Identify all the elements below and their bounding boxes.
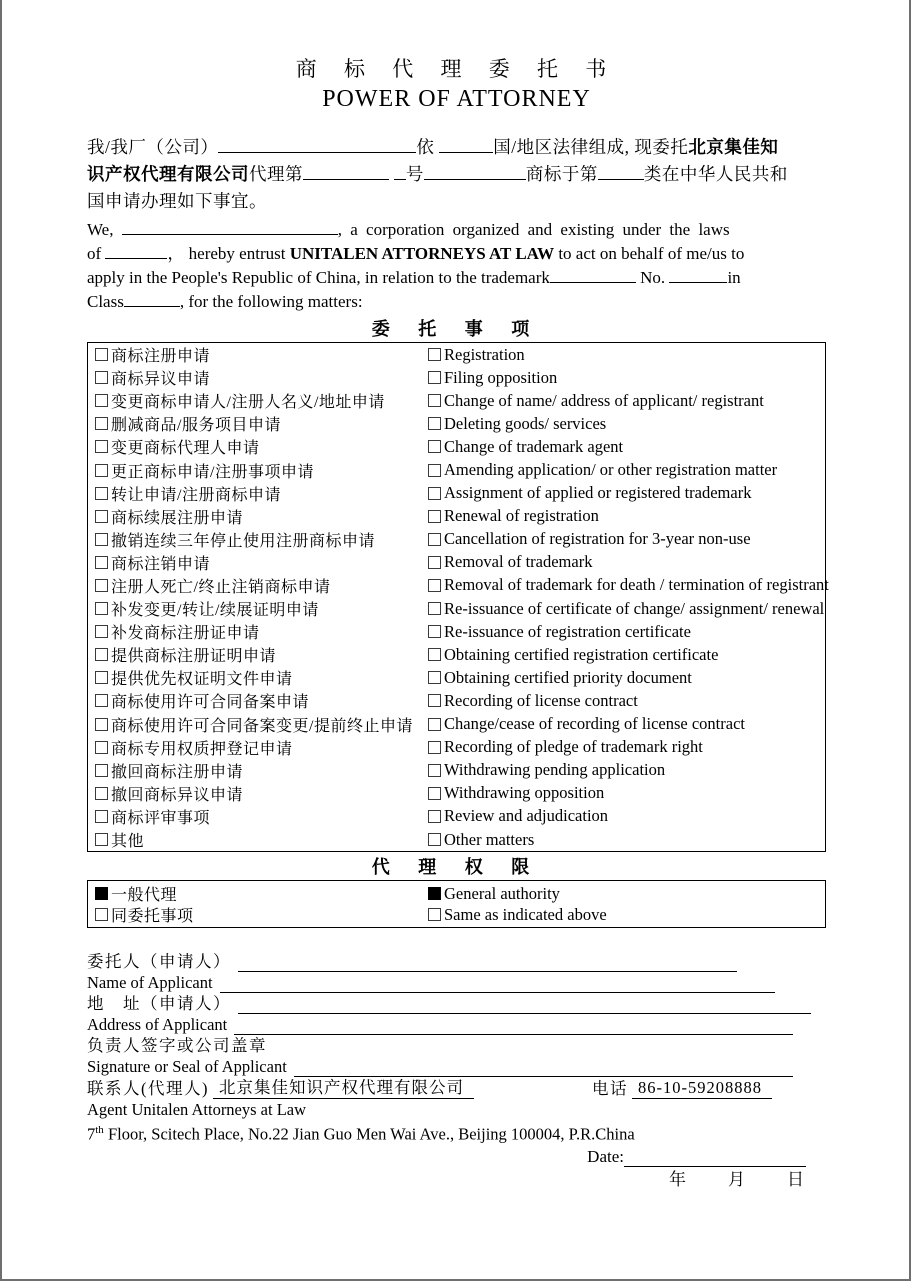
matter-label-en: Recording of license contract: [444, 690, 638, 710]
matter-checkbox-en[interactable]: [428, 464, 441, 477]
matter-row: [88, 366, 825, 389]
matter-cell-en: [428, 783, 825, 803]
matter-row: [88, 643, 825, 666]
matter-cell-en: [428, 552, 825, 572]
matter-cell-en: [428, 529, 825, 549]
matter-row: [88, 482, 825, 505]
document-title-en: POWER OF ATTORNEY: [322, 86, 591, 112]
matter-cell-cn: [95, 412, 428, 435]
field-signature-cn: [87, 1035, 826, 1056]
matter-row: [88, 574, 829, 597]
intro-paragraph-cn: [87, 134, 826, 215]
matters-section-heading: 委 托 事 项: [371, 319, 542, 339]
matter-cell-en: [428, 830, 825, 850]
matter-cell-en: [428, 345, 825, 365]
text-run: We,: [87, 220, 122, 239]
blank-field[interactable]: [598, 165, 644, 180]
matter-label-cn: 更正商标申请/注册事项申请: [111, 463, 314, 481]
matter-cell-cn: [95, 597, 428, 620]
matter-label-en: Registration: [444, 344, 525, 364]
matter-label-cn: 补发商标注册证申请: [111, 625, 260, 643]
matter-checkbox-cn[interactable]: [95, 694, 108, 707]
authority-row: [88, 883, 825, 904]
matter-row: [88, 389, 825, 412]
name-en-input-line[interactable]: [220, 977, 775, 993]
authority-section-heading: 代 理 权 限: [371, 857, 542, 878]
text-run: 识产权代理有限公司: [87, 164, 249, 184]
matter-cell-cn: [95, 366, 428, 389]
matter-cell-cn: [95, 435, 428, 458]
phone-group: [592, 1075, 772, 1099]
matter-label-en: Cancellation of registration for 3-year non-use: [444, 529, 751, 549]
field-label: 负责人签字或公司盖章: [87, 1036, 267, 1056]
matter-cell-en: [428, 714, 825, 734]
matter-checkbox-cn[interactable]: [95, 764, 108, 777]
matter-label-cn: 提供商标注册证明申请: [111, 648, 277, 666]
matter-checkbox-cn[interactable]: [95, 510, 108, 523]
matter-checkbox-en[interactable]: [428, 579, 441, 592]
matter-label-en: Removal of trademark: [444, 552, 593, 572]
matter-label-cn: 商标注册申请: [111, 348, 211, 366]
matter-row: [88, 782, 825, 805]
authority-row: [88, 904, 825, 925]
text-run: 商标于第: [525, 164, 598, 184]
matter-row: [88, 805, 825, 828]
matter-checkbox-en[interactable]: [428, 602, 441, 615]
matter-checkbox-en[interactable]: [428, 764, 441, 777]
matter-cell-cn: [95, 805, 428, 828]
date-input-line[interactable]: [624, 1151, 806, 1167]
matter-label-en: Change of trademark agent: [444, 436, 624, 456]
matter-label-en: Review and adjudication: [444, 806, 609, 826]
matter-cell-en: [428, 437, 825, 457]
blank-field[interactable]: [424, 165, 526, 180]
matter-checkbox-en[interactable]: [428, 741, 441, 754]
date-row: [87, 1145, 826, 1167]
matter-cell-cn: [95, 574, 428, 597]
blank-field[interactable]: [669, 268, 727, 283]
agent-address-number: 7: [87, 1124, 96, 1144]
matter-cell-cn: [95, 782, 428, 805]
authority-checkbox-en[interactable]: [428, 887, 441, 900]
intro-paragraph-en: [87, 218, 826, 314]
blank-field[interactable]: [105, 244, 167, 259]
text-run: 国申请办理如下事宜。: [87, 191, 267, 211]
matter-cell-cn: [95, 620, 428, 643]
field-label: Address of Applicant: [87, 1015, 228, 1035]
matter-label-cn: 商标异议申请: [111, 371, 211, 389]
matter-label-cn: 注册人死亡/终止注销商标申请: [111, 578, 331, 596]
authority-label-en: General authority: [444, 883, 560, 903]
matter-cell-en: [428, 599, 825, 619]
intro-en-line-2: [87, 242, 826, 266]
intro-en-line-4: [87, 290, 826, 314]
matter-checkbox-cn[interactable]: [95, 787, 108, 800]
text-run: ， hereby entrust: [167, 244, 290, 263]
matter-checkbox-en[interactable]: [428, 718, 441, 731]
power-of-attorney-document: [2, 0, 909, 1191]
matter-label-cn: 商标使用许可合同备案变更/提前终止申请: [111, 717, 413, 735]
matter-row: [88, 412, 825, 435]
matter-checkbox-en[interactable]: [428, 417, 441, 430]
matter-checkbox-en[interactable]: [428, 394, 441, 407]
matter-label-cn: 商标续展注册申请: [111, 509, 244, 527]
matter-label-en: Withdrawing pending application: [444, 760, 666, 780]
matter-row: [88, 713, 825, 736]
agent-contact-row: [87, 1078, 826, 1099]
matter-checkbox-cn[interactable]: [95, 741, 108, 754]
authority-cell-cn: [95, 903, 428, 926]
field-applicant-name-cn: [87, 951, 737, 972]
agent-address-ordinal: th: [95, 1124, 104, 1137]
matter-checkbox-en[interactable]: [428, 787, 441, 800]
matter-checkbox-cn[interactable]: [95, 579, 108, 592]
matter-label-en: Change of name/ address of applicant/ registrant: [444, 390, 764, 410]
matter-row: [88, 597, 825, 620]
matter-cell-en: [428, 622, 825, 642]
matter-checkbox-en[interactable]: [428, 348, 441, 361]
matter-label-cn: 商标注销申请: [111, 555, 211, 573]
matter-cell-en: [428, 391, 825, 411]
authority-label-cn: 同委托事项: [111, 908, 194, 926]
blank-field[interactable]: [439, 138, 493, 153]
matter-checkbox-en[interactable]: [428, 533, 441, 546]
matter-cell-cn: [95, 343, 428, 366]
matter-label-cn: 其他: [111, 833, 145, 851]
matter-checkbox-en[interactable]: [428, 510, 441, 523]
matter-row: [88, 505, 825, 528]
matter-label-en: Renewal of registration: [444, 506, 599, 526]
text-run: of: [87, 244, 106, 263]
matter-label-cn: 转让申请/注册商标申请: [111, 486, 281, 504]
matter-checkbox-cn[interactable]: [95, 810, 108, 823]
agent-contact-block: [87, 1078, 826, 1191]
text-run: apply in the People's Republic of China, in relation to the trademark: [87, 268, 550, 287]
matter-cell-cn: [95, 666, 428, 689]
authority-label-cn: 一般代理: [111, 887, 178, 905]
matter-cell-cn: [95, 643, 428, 666]
matter-cell-cn: [95, 828, 428, 851]
authority-cell-en: [428, 884, 825, 904]
matter-row: [88, 435, 825, 458]
matter-cell-cn: [95, 528, 428, 551]
matter-checkbox-en[interactable]: [428, 810, 441, 823]
date-label: Date:: [587, 1146, 624, 1166]
month-label: 月: [728, 1169, 745, 1189]
matter-row: [88, 528, 825, 551]
matter-checkbox-cn[interactable]: [95, 464, 108, 477]
matter-checkbox-en[interactable]: [428, 833, 441, 846]
authority-checkbox-cn[interactable]: [95, 887, 108, 900]
address-en-input-line[interactable]: [234, 1019, 793, 1035]
matter-cell-cn: [95, 505, 428, 528]
matter-label-cn: 商标专用权质押登记申请: [111, 740, 293, 758]
year-label: 年: [669, 1169, 686, 1189]
field-label: Signature or Seal of Applicant: [87, 1057, 287, 1077]
matter-cell-cn: [95, 713, 428, 736]
text-run: , a corporation organized and existing under the laws: [337, 220, 730, 239]
matter-row: [88, 689, 825, 712]
blank-field[interactable]: [218, 138, 416, 153]
matter-label-cn: 商标评审事项: [111, 809, 211, 827]
text-run: 代理第: [249, 164, 303, 184]
matter-checkbox-en[interactable]: [428, 671, 441, 684]
text-run: No.: [635, 268, 670, 287]
matter-checkbox-en[interactable]: [428, 371, 441, 384]
matter-label-en: Re-issuance of certificate of change/ assignment/ renewal: [444, 598, 825, 618]
matter-cell-en: [428, 414, 825, 434]
matter-label-en: Obtaining certified priority document: [444, 667, 692, 687]
matter-checkbox-en[interactable]: [428, 556, 441, 569]
matter-checkbox-cn[interactable]: [95, 718, 108, 731]
matter-checkbox-cn[interactable]: [95, 625, 108, 638]
matter-cell-en: [428, 645, 825, 665]
matter-cell-en: [428, 691, 825, 711]
phone-label: 电话: [592, 1079, 628, 1099]
intro-cn-line-2: [87, 161, 826, 188]
matter-checkbox-cn[interactable]: [95, 533, 108, 546]
matter-checkbox-cn[interactable]: [95, 648, 108, 661]
matter-label-cn: 撤回商标注册申请: [111, 763, 244, 781]
field-label: 地 址（申请人）: [87, 994, 231, 1014]
authority-checkbox-cn[interactable]: [95, 908, 108, 921]
matter-row: [88, 736, 825, 759]
matter-cell-en: [428, 483, 825, 503]
matter-checkbox-cn[interactable]: [95, 394, 108, 407]
address-cn-input-line[interactable]: [238, 998, 811, 1014]
authority-checkbox-table: [87, 880, 826, 928]
matter-label-cn: 商标使用许可合同备案申请: [111, 694, 310, 712]
document-title-cn: 商 标 代 理 委 托 书: [295, 57, 618, 81]
blank-field[interactable]: [124, 292, 180, 307]
text-run: 号: [405, 164, 424, 184]
year-month-day-row: [87, 1169, 826, 1191]
matter-label-en: Filing opposition: [444, 367, 558, 387]
text-run: in: [727, 268, 741, 287]
matter-label-cn: 撤回商标异议申请: [111, 786, 244, 804]
matter-checkbox-en[interactable]: [428, 694, 441, 707]
intro-cn-line-3: [87, 188, 826, 215]
text-run: 类在中华人民共和: [643, 164, 788, 184]
text-run: UNITALEN ATTORNEYS AT LAW: [289, 244, 555, 263]
text-run: to act on behalf of me/us to: [554, 244, 745, 263]
agent-name-en: Agent Unitalen Attorneys at Law: [87, 1100, 307, 1120]
matter-checkbox-cn[interactable]: [95, 556, 108, 569]
matter-label-cn: 变更商标申请人/注册人名义/地址申请: [111, 394, 385, 412]
matter-checkbox-cn[interactable]: [95, 487, 108, 500]
matter-label-cn: 提供优先权证明文件申请: [111, 671, 293, 689]
text-run: 北京集佳知: [688, 137, 779, 157]
agent-contact-label: 联系人(代理人): [87, 1079, 209, 1099]
matter-row: [88, 551, 825, 574]
matter-row: [88, 666, 825, 689]
authority-checkbox-en[interactable]: [428, 908, 441, 921]
matter-label-cn: 删减商品/服务项目申请: [111, 417, 281, 435]
text-run: 依: [416, 137, 440, 157]
matter-checkbox-cn[interactable]: [95, 348, 108, 361]
matter-cell-cn: [95, 736, 428, 759]
text-run: 我/我厂（公司）: [87, 137, 219, 157]
matter-label-en: Removal of trademark for death / termination of registrant: [444, 575, 829, 595]
matter-cell-cn: [95, 389, 428, 412]
applicant-fields: [87, 951, 826, 1077]
blank-field[interactable]: [303, 165, 389, 180]
matter-label-en: Deleting goods/ services: [444, 413, 607, 433]
matter-checkbox-cn[interactable]: [95, 371, 108, 384]
matter-checkbox-en[interactable]: [428, 440, 441, 453]
matter-cell-cn: [95, 689, 428, 712]
matter-label-en: Assignment of applied or registered trademark: [444, 483, 752, 503]
authority-label-en: Same as indicated above: [444, 904, 607, 924]
blank-field[interactable]: [394, 165, 406, 180]
authority-cell-en: [428, 905, 825, 925]
phone-value: 86-10-59208888: [632, 1078, 772, 1099]
matter-label-en: Withdrawing opposition: [444, 783, 605, 803]
matter-cell-cn: [95, 482, 428, 505]
matter-cell-en: [428, 506, 825, 526]
matter-cell-cn: [95, 759, 428, 782]
matter-label-en: Other matters: [444, 829, 535, 849]
matter-checkbox-en[interactable]: [428, 648, 441, 661]
matter-checkbox-cn[interactable]: [95, 417, 108, 430]
matter-label-en: Recording of pledge of trademark right: [444, 737, 703, 757]
blank-field[interactable]: [122, 220, 338, 235]
text-run: , for the following matters:: [179, 292, 363, 311]
matter-row: [88, 458, 825, 481]
matter-row: [88, 343, 825, 366]
matter-checkbox-cn[interactable]: [95, 833, 108, 846]
matter-checkbox-cn[interactable]: [95, 671, 108, 684]
authority-cell-cn: [95, 882, 428, 905]
matter-row: [88, 759, 825, 782]
matter-cell-en: [428, 737, 825, 757]
matter-row: [88, 620, 825, 643]
matter-cell-en: [428, 806, 825, 826]
field-label: Name of Applicant: [87, 973, 213, 993]
intro-en-line-3: [87, 266, 826, 290]
matter-label-cn: 撤销连续三年停止使用注册商标申请: [111, 532, 376, 550]
text-run: Class: [87, 292, 124, 311]
matter-label-cn: 补发变更/转让/续展证明申请: [111, 602, 319, 620]
matter-label-en: Re-issuance of registration certificate: [444, 621, 691, 641]
day-label: 日: [787, 1169, 804, 1189]
matter-cell-cn: [95, 459, 428, 482]
agent-contact-value: 北京集佳知识产权代理有限公司: [213, 1074, 474, 1099]
matter-label-en: Change/cease of recording of license contract: [444, 714, 745, 734]
field-label: 委托人（申请人）: [87, 952, 231, 972]
matter-checkbox-cn[interactable]: [95, 440, 108, 453]
matter-checkbox-cn[interactable]: [95, 602, 108, 615]
agent-address-text: Floor, Scitech Place, No.22 Jian Guo Men Wai Ave., Beijing 100004, P.R.China: [103, 1124, 635, 1144]
matter-row: [88, 828, 825, 851]
matter-checkbox-en[interactable]: [428, 487, 441, 500]
text-run: 国/地区法律组成, 现委托: [493, 137, 689, 157]
intro-cn-line-1: [87, 134, 826, 161]
agent-address-en: [87, 1120, 826, 1145]
blank-field[interactable]: [550, 268, 636, 283]
matter-label-en: Amending application/ or other registration matter: [444, 460, 778, 480]
matter-cell-en: [428, 760, 825, 780]
matter-label-cn: 变更商标代理人申请: [111, 440, 260, 458]
matter-cell-cn: [95, 551, 428, 574]
name-cn-input-line[interactable]: [238, 956, 737, 972]
matter-label-en: Obtaining certified registration certificate: [444, 644, 719, 664]
matter-cell-en: [428, 668, 825, 688]
intro-en-line-1: [87, 218, 826, 242]
field-applicant-address-cn: [87, 993, 811, 1014]
matters-checkbox-table: [87, 342, 829, 852]
matter-cell-en: [428, 368, 825, 388]
matter-cell-en: [428, 575, 829, 595]
matter-checkbox-en[interactable]: [428, 625, 441, 638]
matter-cell-en: [428, 460, 825, 480]
